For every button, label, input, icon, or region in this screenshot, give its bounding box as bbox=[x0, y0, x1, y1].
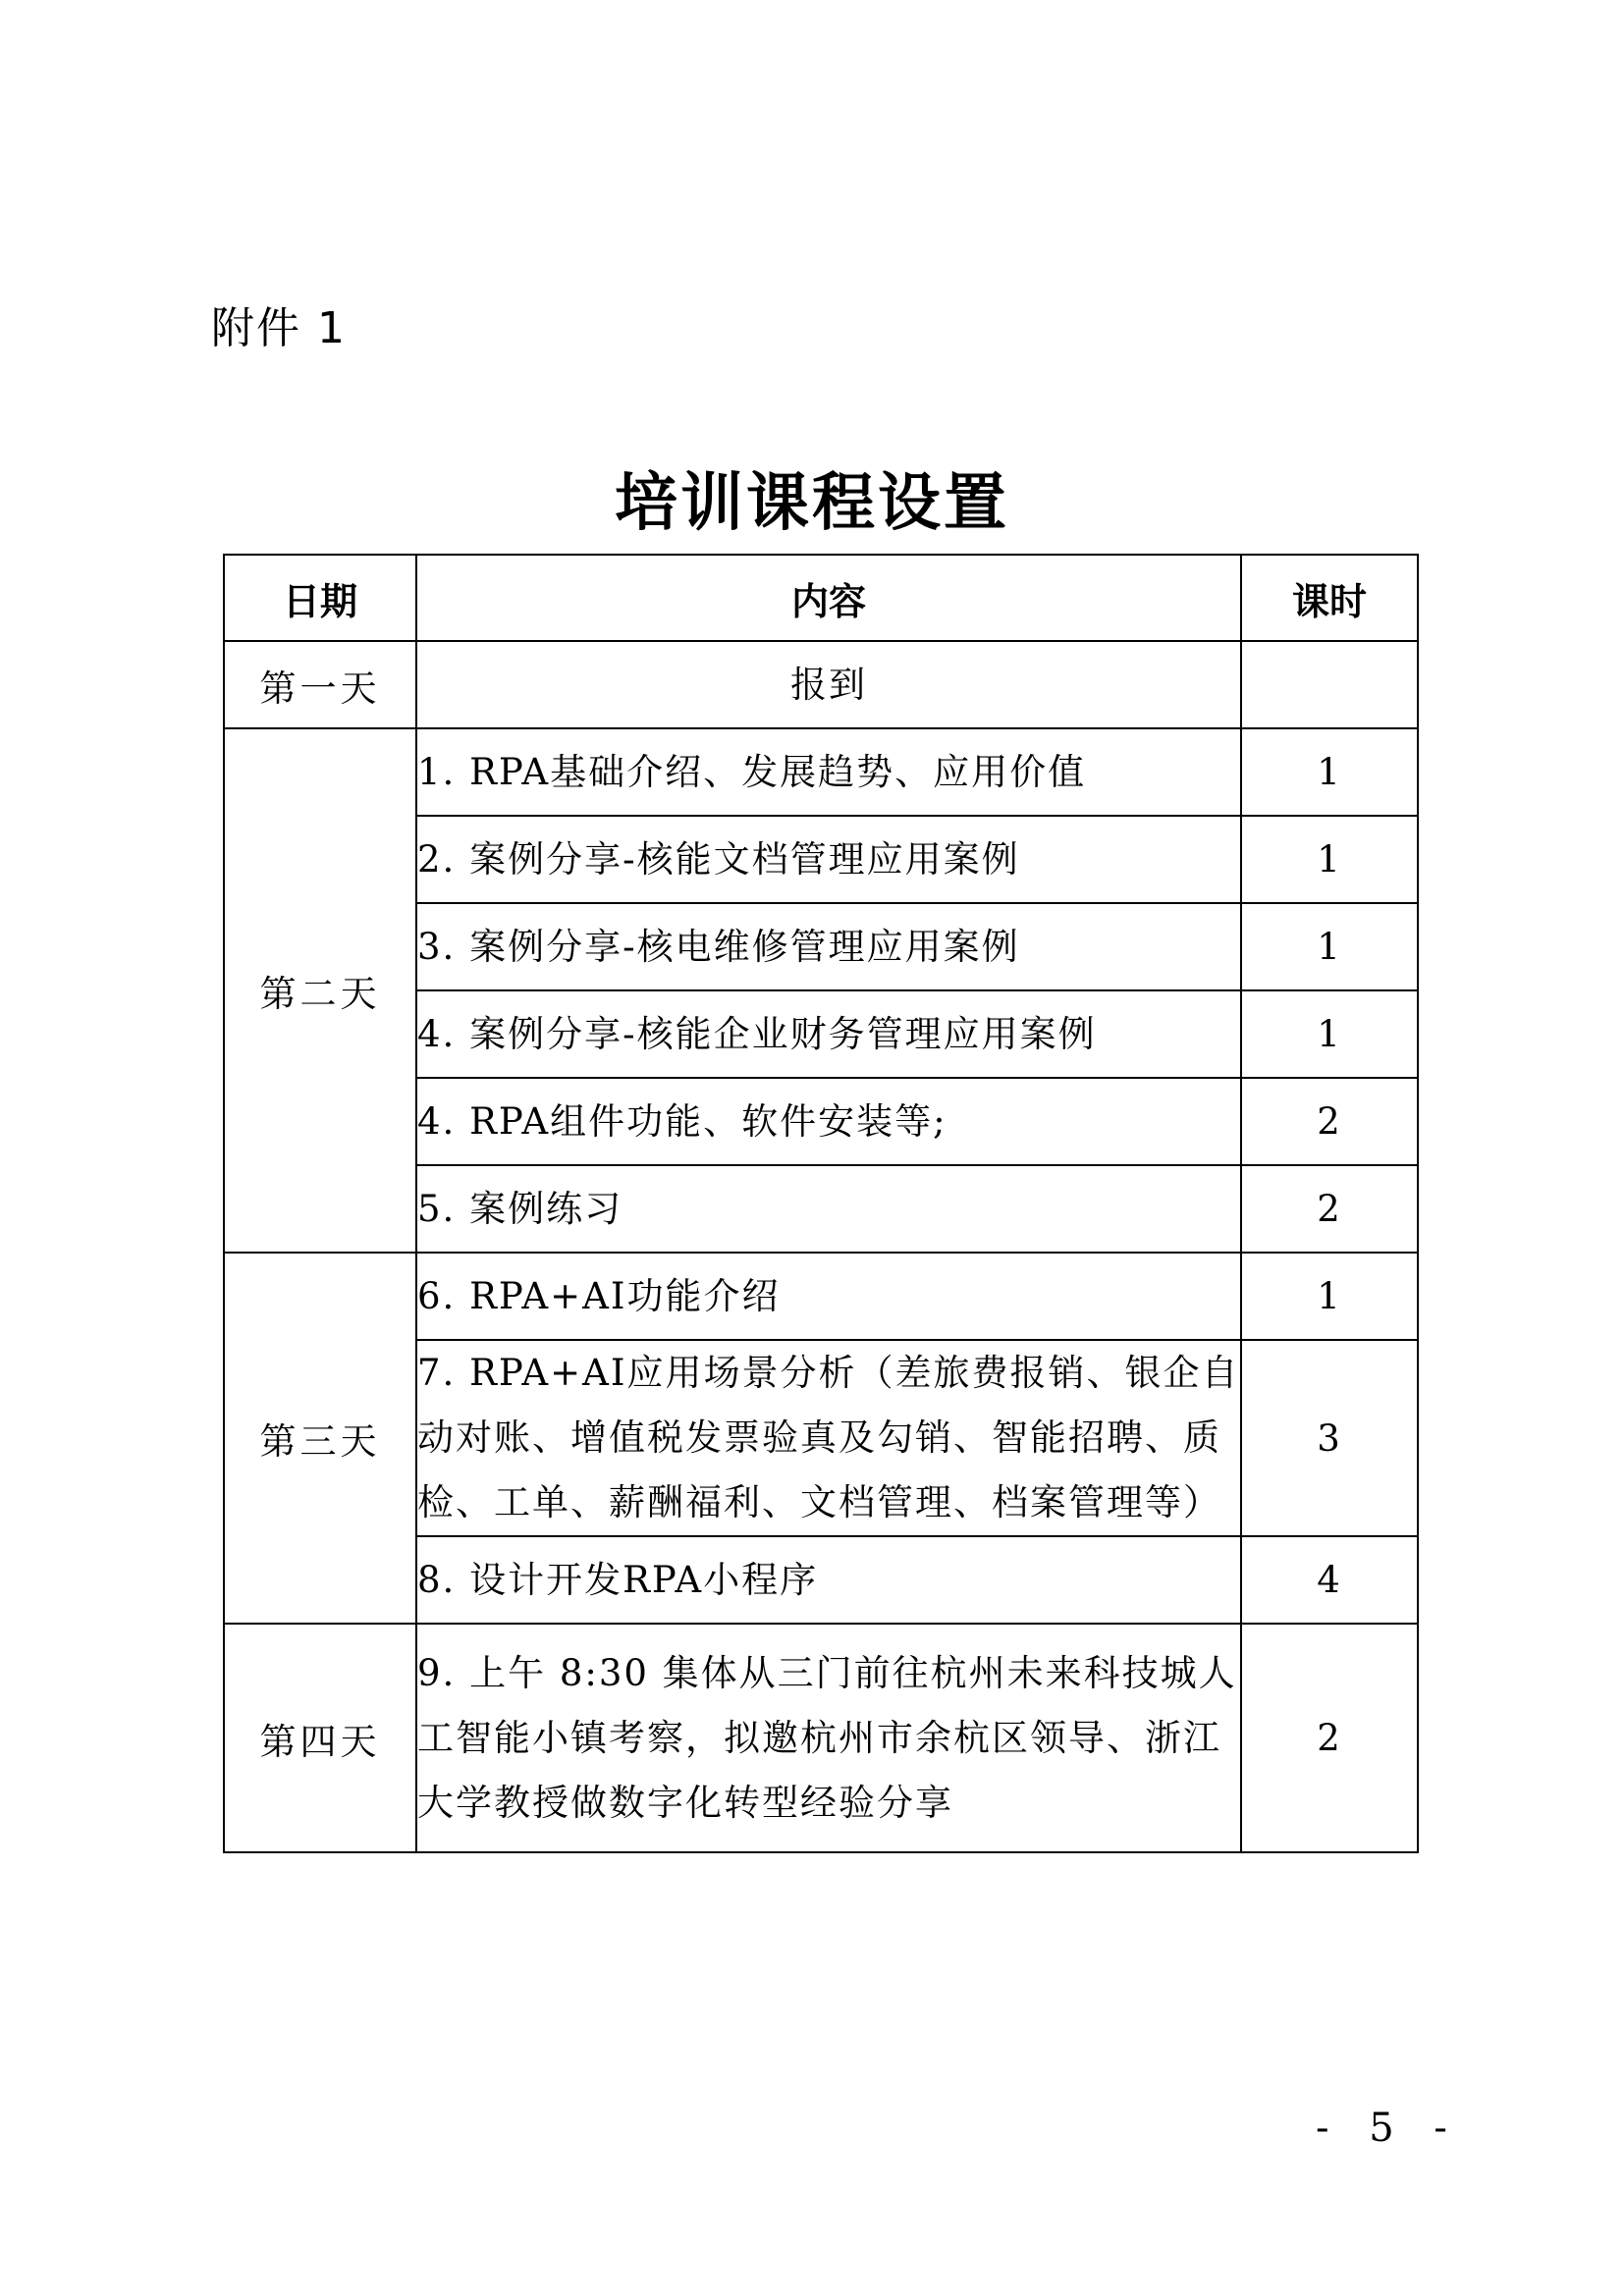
day-cell: 第二天 bbox=[224, 728, 416, 1253]
hours-cell: 4 bbox=[1241, 1536, 1418, 1624]
hours-cell: 1 bbox=[1241, 1253, 1418, 1340]
hours-cell: 1 bbox=[1241, 816, 1418, 903]
hours-cell: 1 bbox=[1241, 903, 1418, 990]
page-number: - 5 - bbox=[1316, 2106, 1461, 2151]
hours-cell bbox=[1241, 641, 1418, 728]
content-cell: 8. 设计开发RPA小程序 bbox=[416, 1536, 1241, 1624]
header-hours: 课时 bbox=[1241, 555, 1418, 641]
table-header-row bbox=[224, 555, 1418, 641]
content-cell: 4. 案例分享-核能企业财务管理应用案例 bbox=[416, 990, 1241, 1078]
content-cell: 报到 bbox=[416, 641, 1241, 728]
hours-cell: 2 bbox=[1241, 1078, 1418, 1165]
attachment-label: 附件 1 bbox=[211, 303, 347, 353]
content-cell: 5. 案例练习 bbox=[416, 1165, 1241, 1253]
content-cell: 3. 案例分享-核电维修管理应用案例 bbox=[416, 903, 1241, 990]
day-cell: 第一天 bbox=[224, 641, 416, 728]
page-title: 培训课程设置 bbox=[615, 466, 1009, 540]
training-schedule-table bbox=[223, 554, 1419, 1853]
content-cell: 4. RPA组件功能、软件安装等; bbox=[416, 1078, 1241, 1165]
hours-cell: 2 bbox=[1241, 1165, 1418, 1253]
table-row bbox=[224, 1253, 1418, 1340]
content-cell: 7. RPA+AI应用场景分析（差旅费报销、银企自动对账、增值税发票验真及勾销、智能招聘、质检、工单、薪酬福利、文档管理、档案管理等） bbox=[416, 1340, 1241, 1536]
table-row bbox=[224, 1624, 1418, 1852]
header-date: 日期 bbox=[224, 555, 416, 641]
hours-cell: 3 bbox=[1241, 1340, 1418, 1536]
hours-cell: 1 bbox=[1241, 728, 1418, 816]
table-row bbox=[224, 728, 1418, 816]
day-cell: 第四天 bbox=[224, 1624, 416, 1852]
day-cell: 第三天 bbox=[224, 1253, 416, 1624]
content-cell: 1. RPA基础介绍、发展趋势、应用价值 bbox=[416, 728, 1241, 816]
hours-cell: 2 bbox=[1241, 1624, 1418, 1852]
header-content: 内容 bbox=[416, 555, 1241, 641]
content-cell: 6. RPA+AI功能介绍 bbox=[416, 1253, 1241, 1340]
table-row bbox=[224, 641, 1418, 728]
content-cell: 9. 上午 8:30 集体从三门前往杭州未来科技城人工智能小镇考察，拟邀杭州市余杭区领导、浙江大学教授做数字化转型经验分享 bbox=[416, 1624, 1241, 1852]
hours-cell: 1 bbox=[1241, 990, 1418, 1078]
content-cell: 2. 案例分享-核能文档管理应用案例 bbox=[416, 816, 1241, 903]
